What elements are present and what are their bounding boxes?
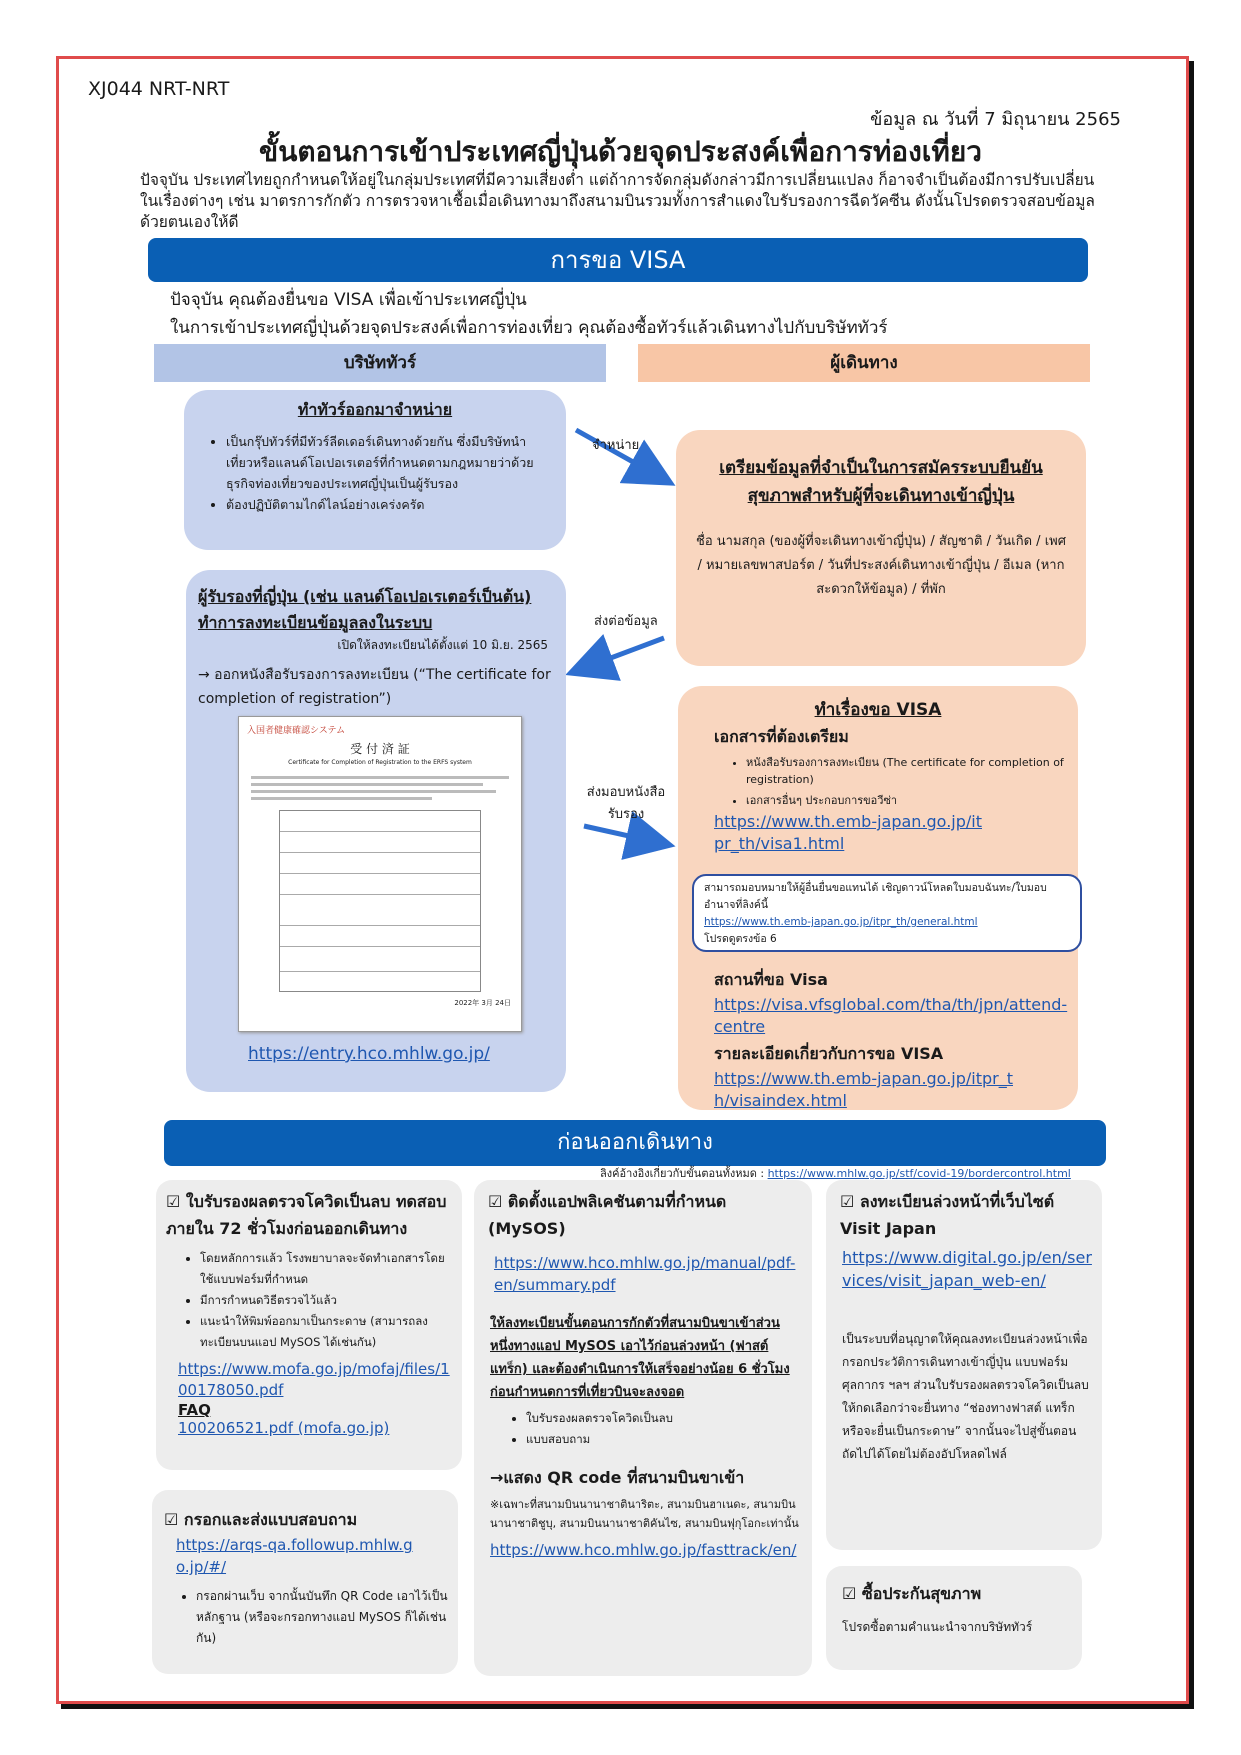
qr-code-title: →แสดง QR code ที่สนามบินขาเข้า [490, 1468, 745, 1487]
tour-box-heading: ทำทัวร์ออกมาจำหน่าย [297, 400, 453, 419]
covid-test-bullet-2: • มีการกำหนดวิธีตรวจไว้แล้ว [200, 1290, 454, 1311]
mysos-box [474, 1180, 812, 1676]
entry-link[interactable]: https://entry.hco.mhlw.go.jp/ [248, 1044, 490, 1064]
intro-text: ปัจจุบัน ประเทศไทยถูกกำหนดให้อยู่ในกลุ่มประเทศที่มีความเสี่ยงต่ำ แต่ถ้าการจัดกลุ่มดังกล่าวมีการเปลี่ยนแปลง ก็อาจจำเป็นต้องมีการปรับเปลี่ยนในเรื่องต่างๆ เช่น มาตรการกักตัว การตรวจหาเชื้อเมื่อเดินทางมาถึงสนามบินรวมทั้งการสำแดงใบรับรองการฉีดวัคซีน ดังนั้นโปรดตรวจสอบข้อมูลด้วยตนเองให้ดี [140, 171, 1095, 231]
faq-link[interactable]: 100206521.pdf (mofa.go.jp) [178, 1419, 390, 1437]
arrow-deliver-label: ส่งมอบหนังสือรับรอง [586, 785, 666, 822]
visit-japan-box [826, 1180, 1102, 1550]
callout-note: โปรดดูตรงข้อ 6 [704, 933, 777, 945]
visa-place-title: สถานที่ขอ Visa [714, 970, 828, 989]
visit-japan-body: เป็นระบบที่อนุญาตให้คุณลงทะเบียนล่วงหน้าเพื่อกรอกประวัติการเดินทางเข้าญี่ปุ่น แบบฟอร์มศุลกากร ฯลฯ ส่วนใบรับรองผลตรวจโควิดเป็นลบให้กดเลือกว่าจะยื่นทาง “ช่องทางฟาสต์ แทร็ก หรือจะยื่นเป็นกระดาษ” จากนั้นจะไปสู่ขั้นตอนถัดไปได้โดยไม่ต้องอัปโหลดไฟล์ [842, 1332, 1089, 1461]
docs-title: เอกสารที่ต้องเตรียม [714, 727, 849, 746]
visit-japan-link[interactable]: https://www.digital.go.jp/en/services/visit_japan_web-en/ [842, 1248, 1092, 1290]
covid-test-bullet-1: • โดยหลักการแล้ว โรงพยาบาลจะจัดทำเอกสารโดยใช้แบบฟอร์มที่กำหนด [200, 1248, 454, 1290]
mysos-registration-text: ให้ลงทะเบียนขั้นตอนการกักตัวที่สนามบินขาเข้าส่วนหนึ่งทางแอป MySOS เอาไว้ก่อนล่วงหน้า (ฟาสต์ แทร็ก) และต้องดำเนินการให้เสร็จอย่างน้อย 6 ชั่วโมงก่อนกำหนดการที่เที่ยวบินจะลงจอด [490, 1316, 790, 1400]
page-title: ขั้นตอนการเข้าประเทศญี่ปุ่นด้วยจุดประสงค์เพื่อการท่องเที่ยว [259, 135, 982, 168]
faq-label: FAQ [178, 1401, 211, 1419]
arrow-send [584, 638, 664, 668]
visa-detail-link[interactable]: https://www.th.emb-japan.go.jp/itpr_th/visaindex.html [714, 1069, 1013, 1110]
mysos-bullet-1: • ใบรับรองผลตรวจโควิดเป็นลบ [526, 1408, 802, 1429]
visa-place-link[interactable]: https://visa.vfsglobal.com/tha/th/jpn/attend-centre [714, 995, 1068, 1036]
prep-box-body: ชื่อ นามสกุล (ของผู้ที่จะเดินทางเข้าญี่ปุ่น) / สัญชาติ / วันเกิด / เพศ / หมายเลขพาสปอร์ต / วันที่ประสงค์เดินทางเข้าญี่ปุ่น / อีเมล (หากสะดวกให้ข้อมูล) / ที่พัก [696, 534, 1066, 597]
visa-line-1: ปัจจุบัน คุณต้องยื่นขอ VISA เพื่อเข้าประเทศญี่ปุ่น [170, 290, 527, 310]
prep-box [676, 430, 1086, 666]
questionnaire-bullet: • กรอกผ่านเว็บ จากนั้นบันทึก QR Code เอาไว้เป็นหลักฐาน (หรือจะกรอกทางแอป MySOS ก็ได้เช่นกัน) [196, 1586, 450, 1649]
covid-test-bullet-3: • แนะนำให้พิมพ์ออกมาเป็นกระดาษ (สามารถลงทะเบียนบนแอป MySOS ได้เช่นกัน) [200, 1311, 454, 1353]
cert-title: 受 付 済 証 [350, 742, 410, 756]
insurance-heading: ☑ ซื้อประกันสุขภาพ [842, 1584, 982, 1603]
visa-info-link[interactable]: https://www.th.emb-japan.go.jp/itpr_th/visa1.html [714, 812, 982, 853]
covid-test-heading: ☑ ใบรับรองผลตรวจโควิดเป็นลบ ทดสอบภายใน 72 ชั่วโมงก่อนออกเดินทาง [166, 1192, 447, 1238]
callout-link[interactable]: https://www.th.emb-japan.go.jp/itpr_th/general.html [704, 916, 978, 928]
visa-detail-title: รายละเอียดเกี่ยวกับการขอ VISA [714, 1044, 944, 1063]
visa-line-2: ในการเข้าประเทศญี่ปุ่นด้วยจุดประสงค์เพื่อการท่องเที่ยว คุณต้องซื้อทัวร์แล้วเดินทางไปกับบริษัททัวร์ [170, 318, 888, 338]
insurance-box [826, 1566, 1082, 1670]
column-header-tour: บริษัททัวร์ [154, 344, 606, 382]
source-label: ลิงค์อ้างอิงเกี่ยวกับขั้นตอนทั้งหมด [600, 1167, 757, 1180]
proxy-callout [692, 874, 1082, 952]
cert-table [279, 810, 481, 992]
questionnaire-heading: ☑ กรอกและส่งแบบสอบถาม [164, 1510, 358, 1529]
cert-subtitle: Certificate for Completion of Registration to the ERFS system [288, 759, 472, 766]
doc-item-1: • หนังสือรับรองการลงทะเบียน (The certificate for completion of registration) [746, 754, 1068, 788]
visit-japan-heading: ☑ ลงทะเบียนล่วงหน้าที่เว็บไซต์ Visit Japan [840, 1192, 1055, 1238]
column-header-traveler: ผู้เดินทาง [638, 344, 1090, 382]
questionnaire-box [152, 1490, 458, 1674]
covid-test-box [156, 1180, 462, 1470]
doc-code: XJ044 NRT-NRT [88, 78, 230, 100]
source-reference: ลิงค์อ้างอิงเกี่ยวกับขั้นตอนทั้งหมด : https://www.mhlw.go.jp/stf/covid-19/bordercontrol.html [600, 1167, 1071, 1180]
arrow-sell-label: จำหน่าย [592, 438, 640, 453]
arrow-deliver [584, 826, 656, 842]
mysos-heading: ☑ ติดตั้งแอปพลิเคชันตามที่กำหนด (MySOS) [488, 1192, 727, 1238]
insurance-body: โปรดซื้อตามคำแนะนำจากบริษัททัวร์ [842, 1620, 1033, 1634]
cert-footer: 2022年 3月 24日 [454, 999, 511, 1007]
departure-banner: ก่อนออกเดินทาง [164, 1120, 1106, 1166]
doc-item-2: • เอกสารอื่นๆ ประกอบการขอวีซ่า [746, 792, 1068, 809]
arrow-send-label: ส่งต่อข้อมูล [594, 614, 658, 629]
fasttrack-link[interactable]: https://www.hco.mhlw.go.jp/fasttrack/en/ [490, 1541, 797, 1559]
registration-open-date: เปิดให้ลงทะเบียนได้ตั้งแต่ 10 มิ.ย. 2565 [337, 638, 548, 652]
covid-test-link[interactable]: https://www.mofa.go.jp/mofaj/files/100178050.pdf [178, 1360, 450, 1399]
source-link[interactable]: https://www.mhlw.go.jp/stf/covid-19/bordercontrol.html [767, 1167, 1071, 1180]
visa-banner: การขอ VISA [148, 238, 1088, 282]
registration-heading: ผู้รับรองที่ญี่ปุ่น (เช่น แลนด์โอเปอเรเตอร์เป็นต้น) ทำการลงทะเบียนข้อมูลลงในระบบ [198, 587, 532, 632]
visa-box-heading: ทำเรื่องขอ VISA [814, 700, 942, 720]
mysos-bullet-2: • แบบสอบถาม [526, 1429, 802, 1450]
certificate-image [238, 716, 522, 1032]
prep-box-heading: เตรียมข้อมูลที่จำเป็นในการสมัครระบบยืนยันสุขภาพสำหรับผู้ที่จะเดินทางเข้าญี่ปุ่น [719, 458, 1043, 506]
callout-text: สามารถมอบหมายให้ผู้อื่นยื่นขอแทนได้ เชิญดาวน์โหลดใบมอบฉันทะ/ใบมอบอำนาจที่ลิงค์นี้ [704, 882, 1047, 911]
registration-issue: → ออกหนังสือรับรองการลงทะเบียน (“The certificate for completion of registration”) [198, 667, 551, 707]
mysos-manual-link[interactable]: https://www.hco.mhlw.go.jp/manual/pdf-en/summary.pdf [494, 1254, 796, 1294]
qr-code-note: ※เฉพาะที่สนามบินนานาชาตินาริตะ, สนามบินฮาเนดะ, สนามบินนานาชาติชูบุ, สนามบินนานาชาติคันไซ, สนามบินฟุกุโอกะเท่านั้น [490, 1498, 799, 1530]
cert-logo: 入国者健康確認システム [247, 726, 346, 736]
date-line: ข้อมูล ณ วันที่ 7 มิถุนายน 2565 [870, 109, 1121, 130]
tour-bullet-2: • ต้องปฏิบัติตามไกด์ไลน์อย่างเคร่งครัด [226, 494, 552, 515]
tour-bullet-1: • เป็นกรุ๊ปทัวร์ที่มีทัวร์ลีดเดอร์เดินทางด้วยกัน ซึ่งมีบริษัทนำเที่ยวหรือแลนด์โอเปอเรเตอร์ที่กำหนดตามกฎหมายว่าด้วยธุรกิจท่องเที่ยวของประเทศญี่ปุ่นเป็นผู้รับรอง [226, 431, 552, 494]
cert-text-lines [251, 776, 509, 800]
questionnaire-link[interactable]: https://arqs-qa.followup.mhlw.go.jp/#/ [176, 1536, 413, 1576]
